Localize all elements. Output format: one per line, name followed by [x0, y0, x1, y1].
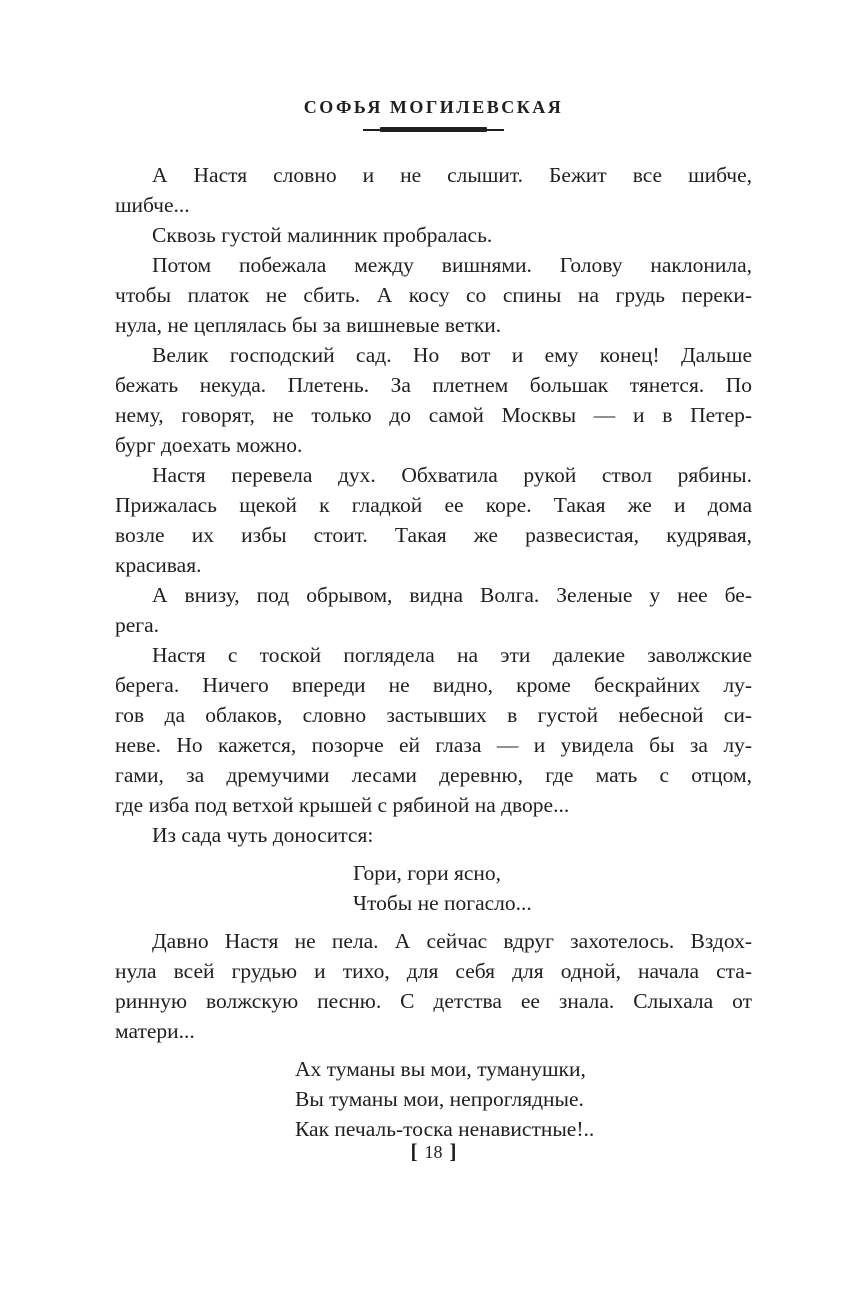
header-ornament-rule [363, 127, 504, 133]
verse-line: Чтобы не погасло... [353, 891, 532, 915]
text-line: шибче... [115, 193, 190, 217]
text-line: ринную волжскую песню. С детства ее знала. Слыхала от [115, 989, 752, 1013]
verse-block [295, 1054, 752, 1144]
text-line: чтобы платок не сбить. А косу со спины на грудь переки- [115, 283, 752, 307]
page-number-open-bracket: [ [410, 1139, 418, 1163]
paragraph [115, 820, 752, 850]
paragraph [115, 640, 752, 820]
page-body-text [115, 160, 752, 1152]
page-number-close-bracket: ] [449, 1139, 457, 1163]
paragraph [115, 220, 752, 250]
text-line: Прижалась щекой к гладкой ее коре. Такая же и дома [115, 493, 752, 517]
verse-block [353, 858, 752, 918]
text-line: гами, за дремучими лесами деревню, где мать с отцом, [115, 763, 752, 787]
text-line: гов да облаков, словно застывших в густой небесной си- [115, 703, 752, 727]
text-line: нему, говорят, не только до самой Москвы — и в Петер- [115, 403, 752, 427]
text-line: возле их избы стоит. Такая же развесистая, кудрявая, [115, 523, 752, 547]
verse-line: Вы туманы мои, непроглядные. [295, 1087, 584, 1111]
paragraph [115, 250, 752, 340]
verse-line: Как печаль-тоска ненавистные!.. [295, 1117, 595, 1141]
paragraph [115, 926, 752, 1046]
text-line: неве. Но кажется, позорче ей глаза — и увидела бы за лу- [115, 733, 752, 757]
text-line: берега. Ничего впереди не видно, кроме бескрайних лу- [115, 673, 752, 697]
ornament-thick-line [380, 127, 487, 132]
text-line: А Настя словно и не слышит. Бежит все шибче, [152, 163, 752, 187]
paragraph [115, 160, 752, 220]
text-line: нула, не цеплялась бы за вишневые ветки. [115, 313, 502, 337]
paragraph [115, 580, 752, 640]
paragraph [115, 460, 752, 580]
paragraph [115, 340, 752, 460]
verse-line: Гори, гори ясно, [353, 861, 502, 885]
page-number [115, 1139, 752, 1164]
text-line: красивая. [115, 553, 202, 577]
text-line: Сквозь густой малинник пробралась. [152, 223, 493, 247]
text-line: Настя перевела дух. Обхватила рукой ствол рябины. [152, 463, 752, 487]
text-line: рега. [115, 613, 160, 637]
verse-line: Ах туманы вы мои, туманушки, [295, 1057, 586, 1081]
text-line: нула всей грудью и тихо, для себя для одной, начала ста- [115, 959, 752, 983]
running-head-author: СОФЬЯ МОГИЛЕВСКАЯ [303, 97, 564, 117]
page-number-value: 18 [424, 1142, 443, 1162]
text-line: бург доехать можно. [115, 433, 303, 457]
text-line: бежать некуда. Плетень. За плетнем большак тянется. По [115, 373, 752, 397]
text-line: А внизу, под обрывом, видна Волга. Зеленые у нее бе- [152, 583, 752, 607]
text-line: Давно Настя не пела. А сейчас вдруг захотелось. Вздох- [152, 929, 752, 953]
text-line: Потом побежала между вишнями. Голову наклонила, [152, 253, 752, 277]
text-line: Велик господский сад. Но вот и ему конец! Дальше [152, 343, 752, 367]
text-line: Из сада чуть доносится: [152, 823, 374, 847]
text-line: матери... [115, 1019, 195, 1043]
text-line: Настя с тоской поглядела на эти далекие заволжские [152, 643, 752, 667]
text-line: где изба под ветхой крышей с рябиной на дворе... [115, 793, 570, 817]
